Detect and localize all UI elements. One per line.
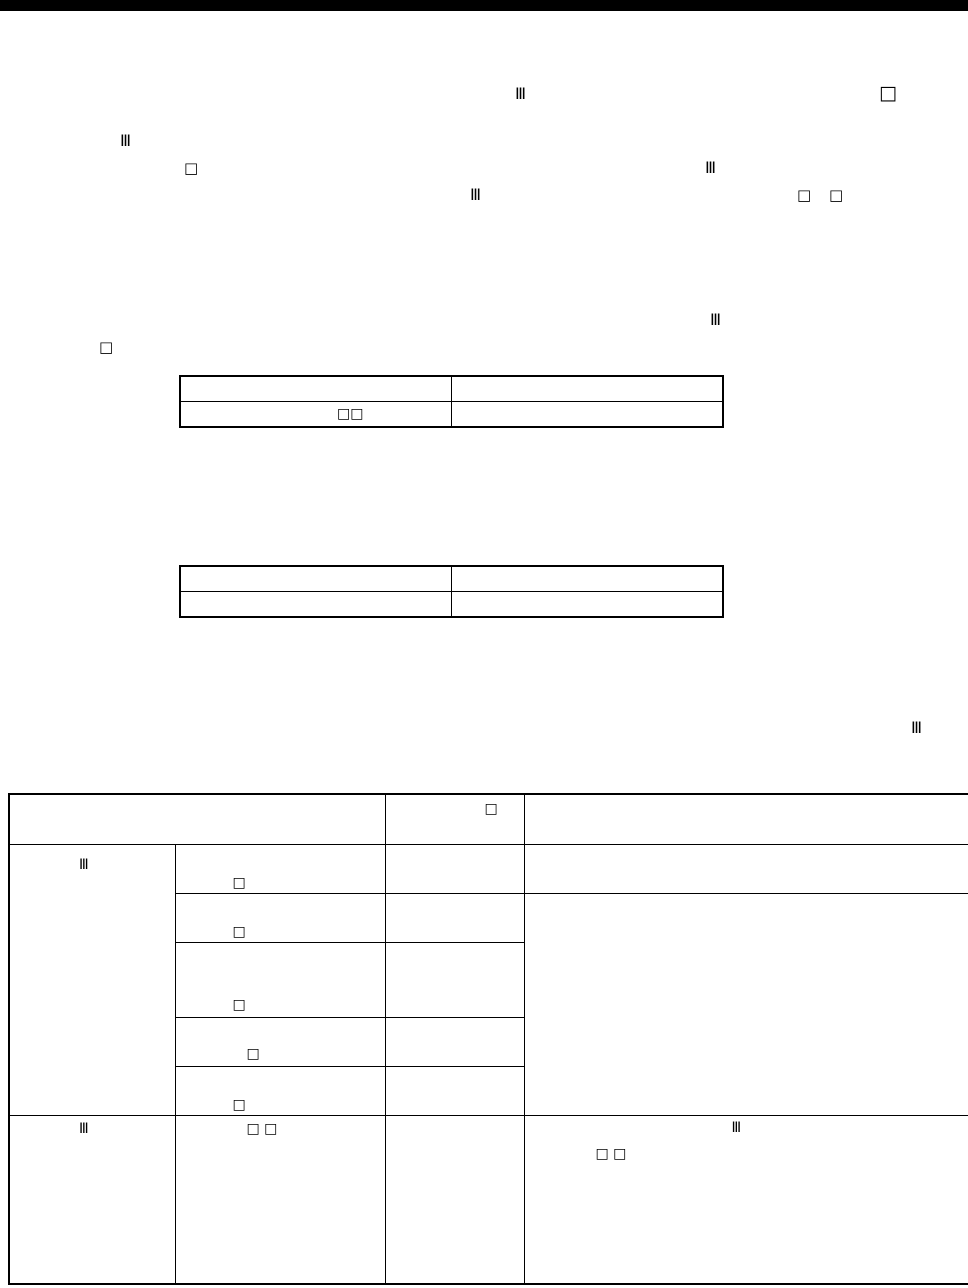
box-glyph: □	[232, 996, 246, 1013]
box-glyph: □	[879, 82, 897, 104]
table-cell	[180, 592, 452, 618]
table-cell	[180, 402, 452, 428]
header-cell	[385, 794, 524, 844]
table-row	[180, 376, 723, 402]
box-glyph: □	[232, 923, 246, 940]
header-cell	[524, 794, 968, 844]
group-cell	[9, 1115, 175, 1284]
roman-numeral-glyph: Ⅲ	[79, 856, 89, 873]
table-cell	[385, 1066, 524, 1115]
box-pair-glyph: □ □	[246, 1120, 278, 1137]
table-row	[9, 1115, 968, 1284]
roman-numeral-glyph: Ⅲ	[731, 1119, 742, 1136]
box-glyph: □	[484, 801, 498, 817]
table-cell	[180, 566, 452, 592]
table-cell	[524, 1115, 968, 1284]
roman-numeral-glyph: Ⅲ	[911, 718, 923, 737]
box-glyph: □	[797, 186, 812, 204]
table-cell	[175, 1115, 385, 1284]
table-cell	[385, 1115, 524, 1284]
table-row	[9, 844, 968, 893]
table-cell	[452, 402, 724, 428]
roman-numeral-glyph: Ⅲ	[705, 158, 717, 177]
table-cell	[385, 1017, 524, 1066]
roman-numeral-glyph: Ⅲ	[470, 185, 482, 204]
table-cell	[175, 893, 385, 942]
roman-numeral-glyph: Ⅲ	[515, 84, 527, 103]
header-cell	[9, 794, 385, 844]
parameter-table-2	[179, 565, 724, 618]
box-glyph: □	[232, 1096, 246, 1113]
table-cell	[385, 893, 524, 942]
table-row	[180, 592, 723, 618]
roman-numeral-glyph: Ⅲ	[120, 131, 132, 150]
box-glyph: □	[829, 186, 844, 204]
table-cell	[180, 376, 452, 402]
parameter-table-1	[179, 375, 724, 428]
box-pair-glyph: □ □	[595, 1145, 627, 1162]
box-glyph: □	[232, 874, 246, 891]
group-cell	[9, 844, 175, 1115]
double-box-glyph: □□	[337, 406, 364, 422]
box-glyph: □	[184, 159, 199, 177]
table-cell	[385, 942, 524, 1017]
table-cell	[452, 566, 724, 592]
roman-numeral-glyph: Ⅲ	[710, 310, 722, 329]
table-cell	[452, 592, 724, 618]
table-header-row	[9, 794, 968, 844]
roman-numeral-glyph: Ⅲ	[79, 1120, 89, 1137]
table-cell	[524, 893, 968, 1115]
table-cell	[524, 844, 968, 893]
box-glyph: □	[246, 1045, 260, 1062]
table-cell	[385, 844, 524, 893]
header-rule	[0, 0, 968, 11]
table-cell	[452, 376, 724, 402]
box-glyph: □	[99, 338, 114, 356]
main-table	[8, 793, 968, 1285]
table-row	[180, 402, 723, 428]
table-cell	[175, 1017, 385, 1066]
table-cell	[175, 942, 385, 1017]
table-cell	[175, 844, 385, 893]
table-cell	[175, 1066, 385, 1115]
table-row	[180, 566, 723, 592]
